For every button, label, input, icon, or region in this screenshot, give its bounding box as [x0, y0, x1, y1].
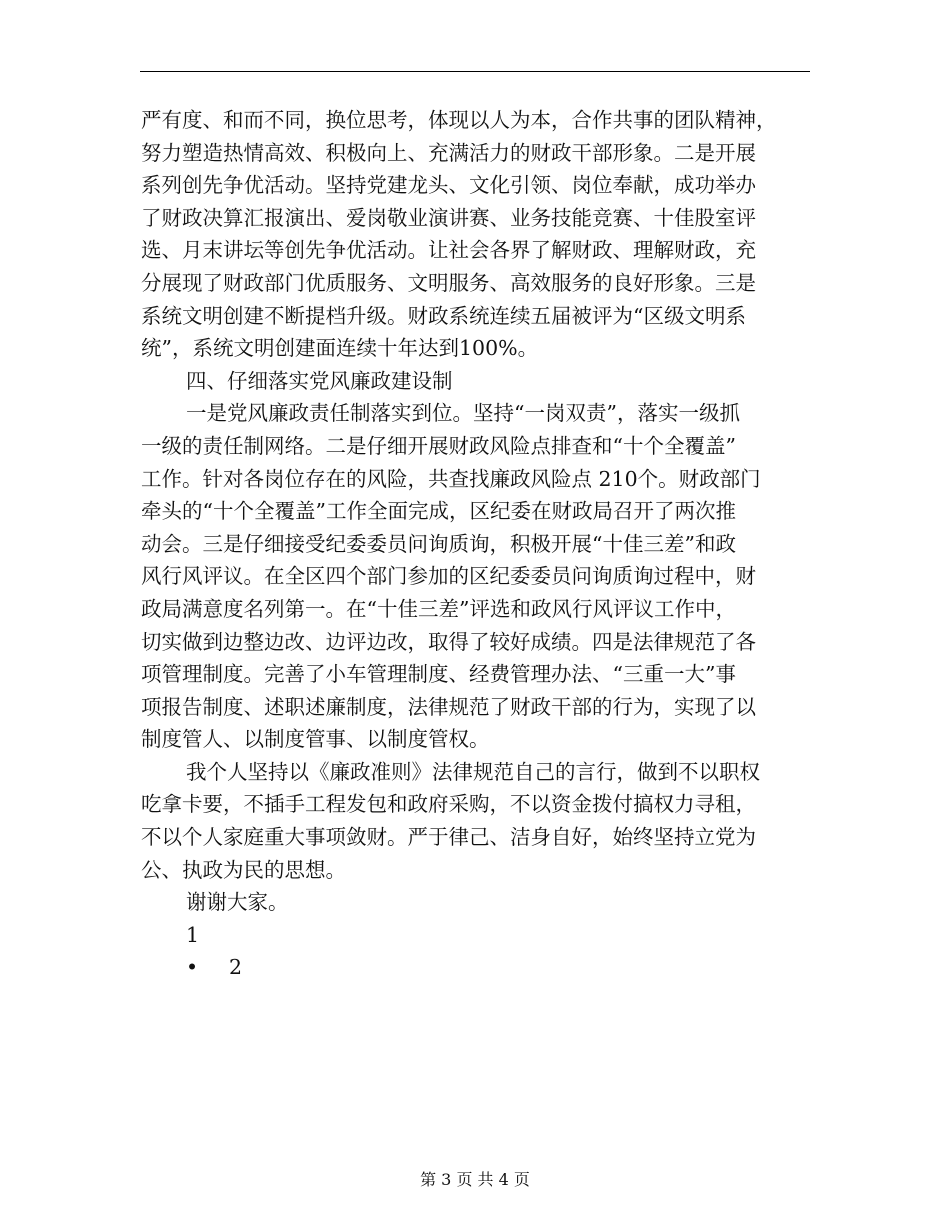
text-line: 项报告制度、述职述廉制度，法律规范了财政干部的行为，实现了以 — [141, 694, 756, 719]
body-text — [141, 104, 821, 984]
text-line: 动会。三是仔细接受纪委委员问询质询，积极开展“十佳三差”和政 — [141, 531, 736, 556]
text-line: 一是党风廉政责任制落实到位。坚持“一岗双责”，落实一级抓 — [186, 401, 740, 426]
header-rule — [140, 71, 810, 72]
text-line: 不以个人家庭重大事项敛财。严于律己、洁身自好，始终坚持立党为 — [141, 825, 756, 850]
section-heading: 四、仔细落实党风廉政建设制 — [186, 368, 453, 393]
text-line: 选、月末讲坛等创先争优活动。让社会各界了解财政、理解财政，充 — [141, 238, 756, 263]
text-line: 分展现了财政部门优质服务、文明服务、高效服务的良好形象。三是 — [141, 270, 756, 295]
bullet-icon: • — [186, 955, 199, 980]
text-line: 吃拿卡要，不插手工程发包和政府采购，不以资金拨付搞权力寻租， — [141, 792, 756, 817]
text-line: 制度管人、以制度管事、以制度管权。 — [141, 727, 490, 752]
text-line: 切实做到边整边改、边评边改，取得了较好成绩。四是法律规范了各 — [141, 629, 756, 654]
list-number: 1 — [186, 922, 200, 947]
text-line: 努力塑造热情高效、积极向上、充满活力的财政干部形象。二是开展 — [141, 140, 756, 165]
text-line: 了财政决算汇报演出、爱岗敬业演讲赛、业务技能竞赛、十佳股室评 — [141, 205, 756, 230]
text-line: 我个人坚持以《廉政准则》法律规范自己的言行，做到不以职权 — [186, 759, 760, 784]
bullet-text: 2 — [229, 955, 243, 980]
text-line: 牵头的“十个全覆盖”工作全面完成，区纪委在财政局召开了两次推 — [141, 499, 736, 524]
page-footer: 第 3 页 共 4 页 — [420, 1170, 530, 1189]
closing-line: 谢谢大家。 — [186, 890, 289, 915]
text-line: 工作。针对各岗位存在的风险，共查找廉政风险点 210个。财政部门 — [141, 466, 761, 491]
text-line: 项管理制度。完善了小车管理制度、经费管理办法、“三重一大”事 — [141, 662, 736, 687]
text-line: 风行风评议。在全区四个部门参加的区纪委委员问询质询过程中，财 — [141, 564, 756, 589]
text-line: 一级的责任制网络。二是仔细开展财政风险点排查和“十个全覆盖” — [141, 433, 736, 458]
text-line: 严有度、和而不同，换位思考，体现以人为本，合作共事的团队精神， — [141, 108, 777, 132]
bullet-item — [141, 951, 821, 984]
text-line: 统”，系统文明创建面连续十年达到100%。 — [141, 336, 539, 361]
text-line: 政局满意度名列第一。在“十佳三差”评选和政风行风评议工作中， — [141, 596, 736, 621]
text-line: 系统文明创建不断提档升级。财政系统连续五届被评为“区级文明系 — [141, 303, 746, 328]
text-line: 系列创先争优活动。坚持党建龙头、文化引领、岗位奉献，成功举办 — [141, 173, 756, 198]
text-line: 公、执政为民的思想。 — [141, 857, 346, 882]
